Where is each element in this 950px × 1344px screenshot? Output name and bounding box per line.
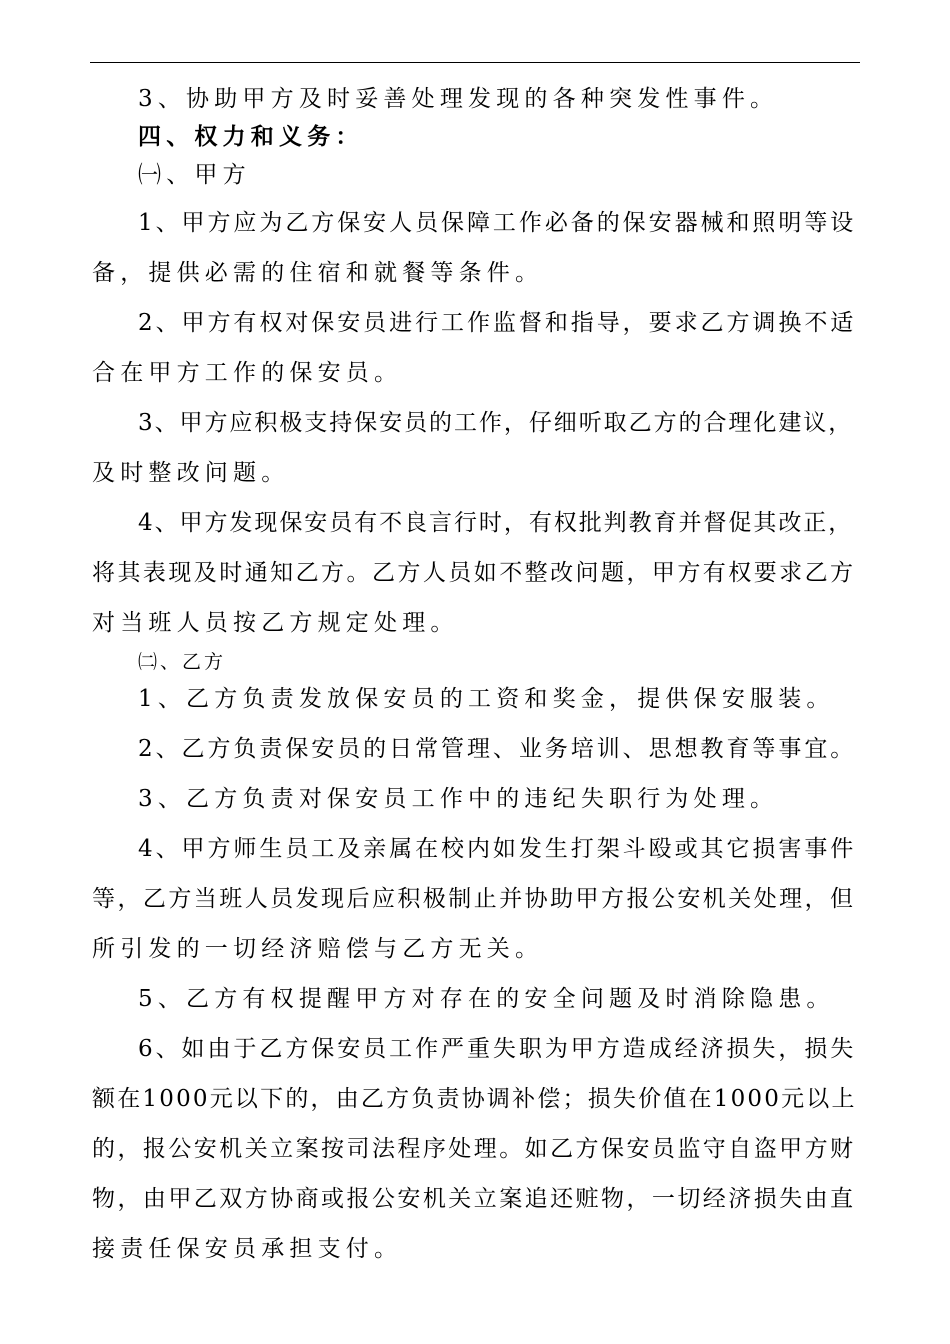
header-rule [90, 62, 860, 63]
paragraph-line: 3、协助甲方及时妥善处理发现的各种突发性事件。 [138, 86, 779, 112]
paragraph-line: 所引发的一切经济赔偿与乙方无关。 [92, 936, 544, 962]
paragraph-line: 3、乙方负责对保安员工作中的违纪失职行为处理。 [138, 786, 779, 812]
paragraph-line: 等，乙方当班人员发现后应积极制止并协助甲方报公安机关处理，但 [92, 886, 856, 912]
paragraph-line: 3、甲方应积极支持保安员的工作，仔细听取乙方的合理化建议， [138, 410, 854, 436]
paragraph-line: 物，由甲乙双方协商或报公安机关立案追还赃物，一切经济损失由直 [92, 1186, 856, 1212]
paragraph-line: 备，提供必需的住宿和就餐等条件。 [92, 260, 544, 286]
subsection-heading: ㈡、乙方 [138, 651, 227, 673]
subsection-heading: ㈠、甲方 [138, 162, 251, 188]
paragraph-line: 的，报公安机关立案按司法程序处理。如乙方保安员监守自盗甲方财 [92, 1136, 856, 1162]
paragraph-line: 1、甲方应为乙方保安人员保障工作必备的保安器械和照明等设 [138, 210, 857, 236]
paragraph-line: 将其表现及时通知乙方。乙方人员如不整改问题，甲方有权要求乙方 [92, 560, 856, 586]
paragraph-line: 1、乙方负责发放保安员的工资和奖金，提供保安服装。 [138, 686, 835, 712]
paragraph-line: 额在1000元以下的，由乙方负责协调补偿；损失价值在1000元以上 [92, 1086, 857, 1112]
paragraph-line: 6、如由于乙方保安员工作严重失职为甲方造成经济损失，损失 [138, 1036, 857, 1062]
paragraph-line: 接责任保安员承担支付。 [92, 1236, 403, 1262]
section-heading: 四、权力和义务： [138, 123, 364, 150]
paragraph-line: 对当班人员按乙方规定处理。 [92, 610, 459, 636]
paragraph-line: 合在甲方工作的保安员。 [92, 360, 403, 386]
paragraph-line: 2、乙方负责保安员的日常管理、业务培训、思想教育等事宜。 [138, 736, 857, 762]
paragraph-line: 4、甲方发现保安员有不良言行时，有权批判教育并督促其改正， [138, 510, 854, 536]
paragraph-line: 5、乙方有权提醒甲方对存在的安全问题及时消除隐患。 [138, 986, 835, 1012]
paragraph-line: 4、甲方师生员工及亲属在校内如发生打架斗殴或其它损害事件 [138, 836, 857, 862]
paragraph-line: 及时整改问题。 [92, 460, 290, 486]
paragraph-line: 2、甲方有权对保安员进行工作监督和指导，要求乙方调换不适 [138, 310, 857, 336]
